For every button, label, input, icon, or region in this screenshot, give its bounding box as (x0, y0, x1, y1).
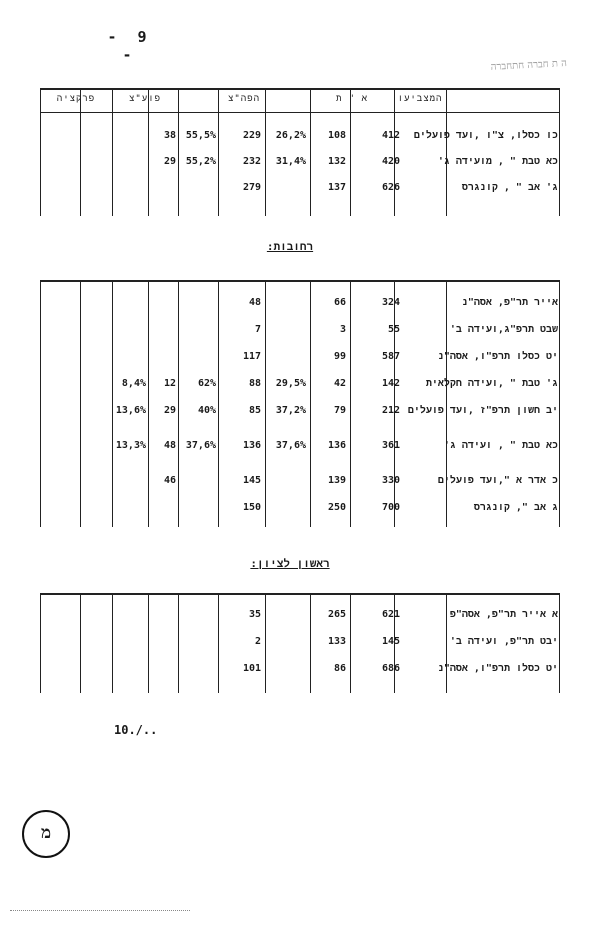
row-label: כא טבת " , מועידה ג' (437, 156, 558, 167)
row-label: יב חשון תרפ"ז ,ועד פועלים (407, 405, 558, 416)
cell-total: 621 (381, 609, 400, 620)
cell-hapaz-pct: 62% (197, 378, 216, 389)
cell-hapaz: 229 (242, 130, 261, 141)
cell-hapaz: 150 (242, 502, 261, 513)
column-rule (80, 282, 81, 527)
dotted-rule (10, 910, 190, 911)
cell-hapaz-pct: 55,5% (185, 130, 216, 141)
row-label: יט כסלו תרפ"ו, אסה"נ (437, 351, 558, 362)
cell-hapaz: 101 (242, 663, 261, 674)
cell-at-pct: 29,5% (275, 378, 306, 389)
cell-hapaz-pct: 55,2% (185, 156, 216, 167)
cell-at-pct: 26,2% (275, 130, 306, 141)
archive-stamp-icon: מ (22, 810, 70, 858)
cell-hapaz-pct: 40% (197, 405, 216, 416)
cell-at: 137 (327, 182, 346, 193)
column-rule (350, 282, 351, 527)
cell-total: 587 (381, 351, 400, 362)
cell-hapaz: 2 (254, 636, 261, 647)
row-label: ג' טבת " ,ועידה חקלאית (425, 378, 558, 389)
column-rule (559, 90, 560, 216)
cell-total: 330 (381, 475, 400, 486)
column-rule (178, 90, 179, 216)
cell-total: 626 (381, 182, 400, 193)
header-poaz: פוע"צ (128, 94, 162, 104)
cell-total: 361 (381, 440, 400, 451)
cell-at: 66 (333, 297, 346, 308)
column-rule (265, 90, 266, 216)
cell-poaz-pct: 8,4% (121, 378, 146, 389)
cell-poaz: 38 (163, 130, 176, 141)
cell-total: 55 (387, 324, 400, 335)
cell-poaz: 46 (163, 475, 176, 486)
cell-at-pct: 37,2% (275, 405, 306, 416)
column-rule (40, 595, 41, 693)
row-label: יט כסלו תרפ"ו, אסה"נ (437, 663, 558, 674)
cell-total: 420 (381, 156, 400, 167)
cell-hapaz: 117 (242, 351, 261, 362)
cell-poaz: 29 (163, 405, 176, 416)
cell-at-pct: 37,6% (275, 440, 306, 451)
cell-total: 324 (381, 297, 400, 308)
cell-hapaz: 136 (242, 440, 261, 451)
row-label: יבט תר"פ, ועידה ב' (449, 636, 558, 647)
column-rule (80, 90, 81, 216)
handwritten-note: ה ת חברה חתחברה (490, 57, 568, 73)
cell-poaz-pct: 13,3% (115, 440, 146, 451)
column-rule (350, 595, 351, 693)
column-rule (148, 595, 149, 693)
cell-at: 42 (333, 378, 346, 389)
row-label: א אייר תר"פ, אסה"פ (449, 609, 558, 620)
section-title-rehovot: רחובות: (266, 240, 314, 253)
results-table-3 (40, 593, 560, 693)
table-header (40, 90, 560, 113)
cell-poaz: 29 (163, 156, 176, 167)
cell-total: 142 (381, 378, 400, 389)
cell-hapaz: 35 (248, 609, 261, 620)
column-rule (446, 90, 447, 216)
row-label: ג' אב " , קונגרס (461, 182, 558, 193)
cell-total: 412 (381, 130, 400, 141)
column-rule (559, 595, 560, 693)
cell-total: 686 (381, 663, 400, 674)
cell-at: 86 (333, 663, 346, 674)
results-table-2 (40, 280, 560, 527)
row-label: שבט תרפ"ג,ועידה ב' (449, 324, 558, 335)
column-rule (148, 90, 149, 216)
continuation-marker: 10./.. (114, 723, 158, 737)
column-rule (80, 595, 81, 693)
column-rule (218, 90, 219, 216)
cell-total: 700 (381, 502, 400, 513)
cell-hapaz: 232 (242, 156, 261, 167)
column-rule (178, 595, 179, 693)
column-rule (394, 90, 395, 216)
cell-at: 108 (327, 130, 346, 141)
header-hapaz: הפה"צ (227, 94, 261, 104)
column-rule (40, 90, 41, 216)
page-number: - 9 - (107, 28, 153, 64)
cell-at: 265 (327, 609, 346, 620)
cell-at: 79 (333, 405, 346, 416)
cell-total: 212 (381, 405, 400, 416)
cell-hapaz-pct: 37,6% (185, 440, 216, 451)
row-label: אייר תר"פ, אסה"נ (461, 297, 558, 308)
column-rule (559, 282, 560, 527)
cell-hapaz: 145 (242, 475, 261, 486)
column-rule (112, 90, 113, 216)
cell-poaz-pct: 13,6% (115, 405, 146, 416)
section-title-rishon: ראשון לציון: (250, 557, 330, 570)
header-fraktzia: פרקציה (56, 94, 96, 104)
column-rule (112, 595, 113, 693)
cell-at: 132 (327, 156, 346, 167)
column-rule (265, 595, 266, 693)
cell-total: 145 (381, 636, 400, 647)
cell-hapaz: 48 (248, 297, 261, 308)
row-label: כו כסלו, צ"ו ,ועד פועלים (413, 130, 558, 141)
cell-hapaz: 88 (248, 378, 261, 389)
cell-at: 139 (327, 475, 346, 486)
header-at: א " ת (335, 94, 369, 104)
cell-hapaz: 85 (248, 405, 261, 416)
row-label: ג אב ", קונגרס (473, 502, 558, 513)
row-label: כא טבת " , ועידה ג' (443, 440, 558, 451)
column-rule (310, 90, 311, 216)
row-label: כ אדר א ",ועד פועלים (437, 475, 558, 486)
header-hamitzba: המצביעו (397, 94, 443, 104)
cell-poaz: 48 (163, 440, 176, 451)
cell-at: 133 (327, 636, 346, 647)
cell-at: 136 (327, 440, 346, 451)
results-table-1 (40, 88, 560, 216)
cell-at-pct: 31,4% (275, 156, 306, 167)
column-rule (350, 90, 351, 216)
cell-at: 250 (327, 502, 346, 513)
cell-at: 3 (339, 324, 346, 335)
cell-poaz: 12 (163, 378, 176, 389)
column-rule (40, 282, 41, 527)
cell-at: 99 (333, 351, 346, 362)
cell-hapaz: 279 (242, 182, 261, 193)
cell-hapaz: 7 (254, 324, 261, 335)
